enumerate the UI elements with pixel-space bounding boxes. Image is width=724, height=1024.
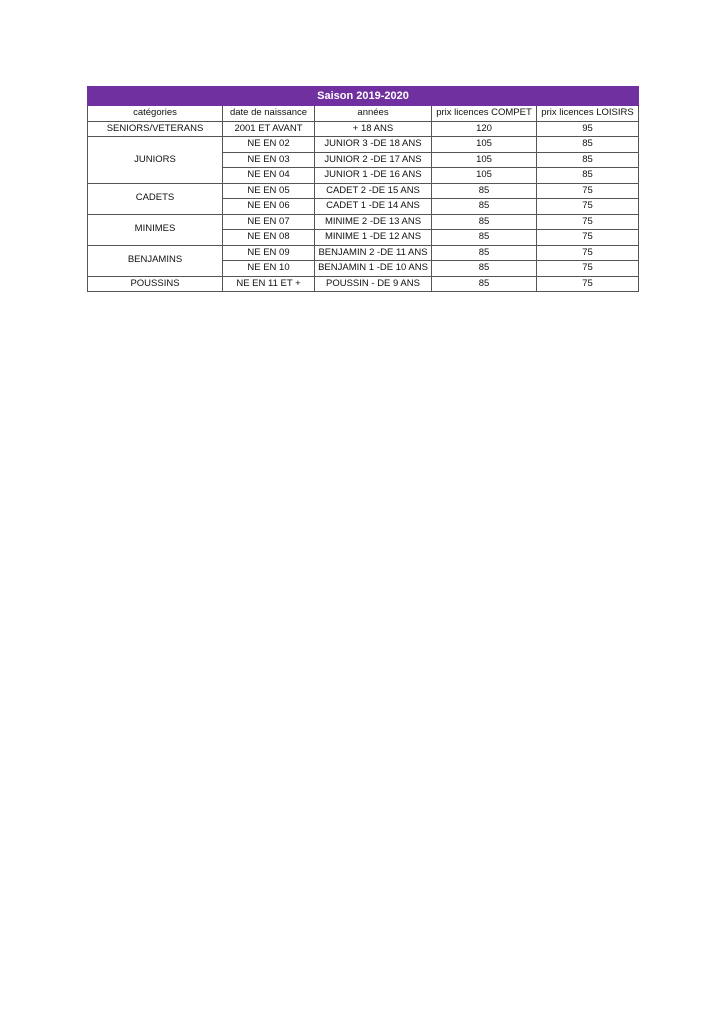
- category-cell: SENIORS/VETERANS: [88, 121, 223, 137]
- price-compet-cell: 85: [432, 230, 537, 246]
- years-cell: JUNIOR 2 -DE 17 ANS: [315, 152, 432, 168]
- price-compet-cell: 105: [432, 168, 537, 184]
- price-compet-cell: 85: [432, 261, 537, 277]
- birth-date-cell: NE EN 09: [223, 245, 315, 261]
- years-cell: BENJAMIN 2 -DE 11 ANS: [315, 245, 432, 261]
- birth-date-cell: NE EN 04: [223, 168, 315, 184]
- price-compet-cell: 120: [432, 121, 537, 137]
- header-price-compet: prix licences COMPET: [432, 106, 537, 122]
- price-loisirs-cell: 75: [537, 245, 639, 261]
- header-categories: catégories: [88, 106, 223, 122]
- price-loisirs-cell: 85: [537, 137, 639, 153]
- years-cell: POUSSIN - DE 9 ANS: [315, 276, 432, 292]
- price-compet-cell: 85: [432, 276, 537, 292]
- price-compet-cell: 85: [432, 245, 537, 261]
- years-cell: MINIME 2 -DE 13 ANS: [315, 214, 432, 230]
- table-row: [88, 276, 639, 292]
- birth-date-cell: NE EN 10: [223, 261, 315, 277]
- years-cell: MINIME 1 -DE 12 ANS: [315, 230, 432, 246]
- birth-date-cell: NE EN 11 ET +: [223, 276, 315, 292]
- category-cell: JUNIORS: [88, 137, 223, 184]
- header-years: années: [315, 106, 432, 122]
- birth-date-cell: NE EN 02: [223, 137, 315, 153]
- price-compet-cell: 105: [432, 137, 537, 153]
- header-price-loisirs: prix licences LOISIRS: [537, 106, 639, 122]
- price-compet-cell: 85: [432, 183, 537, 199]
- table-row: [88, 121, 639, 137]
- price-compet-cell: 105: [432, 152, 537, 168]
- years-cell: BENJAMIN 1 -DE 10 ANS: [315, 261, 432, 277]
- price-loisirs-cell: 85: [537, 168, 639, 184]
- license-price-table: [87, 86, 639, 292]
- header-birth-date: date de naissance: [223, 106, 315, 122]
- years-cell: CADET 2 -DE 15 ANS: [315, 183, 432, 199]
- years-cell: JUNIOR 3 -DE 18 ANS: [315, 137, 432, 153]
- years-cell: + 18 ANS: [315, 121, 432, 137]
- birth-date-cell: NE EN 06: [223, 199, 315, 215]
- table-row: [88, 214, 639, 230]
- price-compet-cell: 85: [432, 214, 537, 230]
- birth-date-cell: NE EN 05: [223, 183, 315, 199]
- birth-date-cell: 2001 ET AVANT: [223, 121, 315, 137]
- price-loisirs-cell: 75: [537, 199, 639, 215]
- category-cell: BENJAMINS: [88, 245, 223, 276]
- price-loisirs-cell: 85: [537, 152, 639, 168]
- price-table-container: [87, 86, 638, 292]
- price-loisirs-cell: 75: [537, 261, 639, 277]
- birth-date-cell: NE EN 07: [223, 214, 315, 230]
- price-loisirs-cell: 95: [537, 121, 639, 137]
- table-body: [88, 121, 639, 292]
- season-title: Saison 2019-2020: [88, 87, 639, 106]
- price-loisirs-cell: 75: [537, 214, 639, 230]
- birth-date-cell: NE EN 03: [223, 152, 315, 168]
- price-loisirs-cell: 75: [537, 276, 639, 292]
- price-loisirs-cell: 75: [537, 230, 639, 246]
- category-cell: POUSSINS: [88, 276, 223, 292]
- years-cell: JUNIOR 1 -DE 16 ANS: [315, 168, 432, 184]
- table-row: [88, 183, 639, 199]
- birth-date-cell: NE EN 08: [223, 230, 315, 246]
- category-cell: MINIMES: [88, 214, 223, 245]
- table-row: [88, 245, 639, 261]
- price-loisirs-cell: 75: [537, 183, 639, 199]
- header-row: [88, 106, 639, 122]
- title-row: [88, 87, 639, 106]
- table-row: [88, 137, 639, 153]
- years-cell: CADET 1 -DE 14 ANS: [315, 199, 432, 215]
- category-cell: CADETS: [88, 183, 223, 214]
- price-compet-cell: 85: [432, 199, 537, 215]
